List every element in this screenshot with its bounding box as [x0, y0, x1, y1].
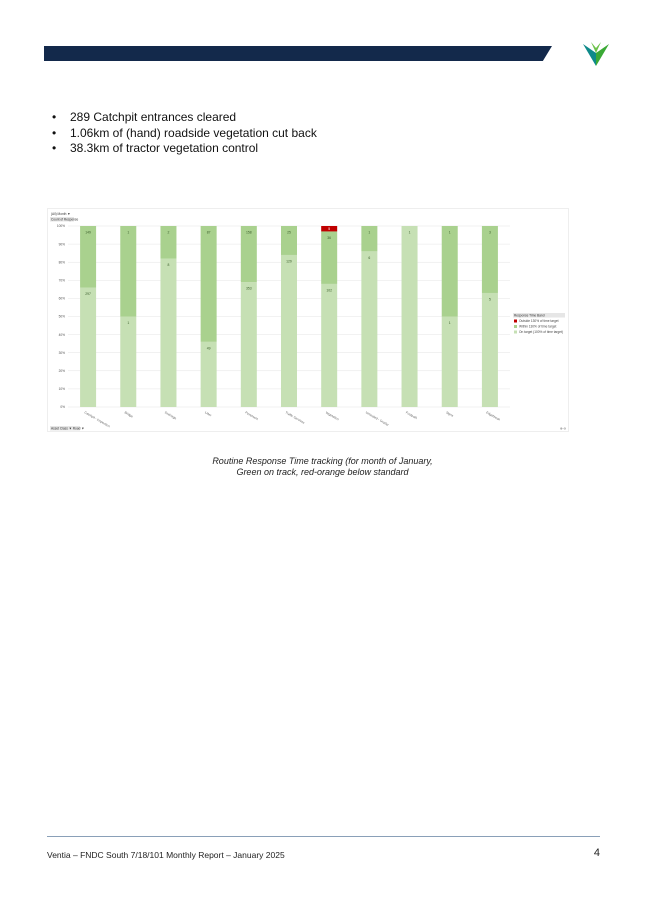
- caption-line: Routine Response Time tracking (for month of January,: [212, 456, 433, 466]
- y-tick-label: 60%: [58, 296, 65, 301]
- bar-segment: [120, 317, 136, 408]
- bar-segment: [442, 226, 458, 317]
- x-tick-label: Drainage: [163, 410, 178, 421]
- bar-segment: [482, 293, 498, 407]
- y-tick-label: 80%: [58, 260, 65, 265]
- data-label: 2: [167, 230, 170, 235]
- legend-label: Outside 130% of time target: [519, 319, 559, 323]
- y-tick-label: 70%: [58, 278, 65, 283]
- footer-divider: [47, 836, 600, 837]
- x-tick-label: Edgebreak: [485, 410, 501, 422]
- data-label: 5: [328, 227, 331, 232]
- bar-segment: [201, 226, 217, 342]
- legend-swatch: [514, 325, 517, 328]
- legend-title: Response Time Band: [514, 313, 545, 318]
- data-label: 1: [448, 321, 451, 325]
- chart-svg: [48, 209, 570, 433]
- bar-segment: [442, 317, 458, 408]
- x-tick-label: Litter: [204, 410, 213, 418]
- bar-segment: [120, 226, 136, 317]
- legend-swatch: [514, 320, 517, 323]
- data-label: 102: [326, 288, 333, 293]
- summary-bullet-list: [52, 110, 317, 157]
- bar-segment: [80, 226, 96, 288]
- data-label: 353: [245, 286, 252, 291]
- legend-swatch: [514, 331, 517, 334]
- ventia-logo-icon: [583, 42, 609, 66]
- data-label: 158: [245, 230, 252, 235]
- y-tick-label: 10%: [58, 387, 65, 392]
- header-bar: [44, 46, 552, 61]
- bar-segment: [482, 226, 498, 293]
- field-label: Count of Response: [51, 217, 79, 222]
- y-tick-label: 20%: [58, 369, 65, 373]
- bullet-item: • 38.3km of tractor vegetation control: [52, 141, 317, 157]
- data-label: 3: [488, 230, 491, 235]
- x-tick-label: Bridge: [123, 410, 134, 419]
- data-label: 1: [448, 230, 451, 235]
- bar-segment: [281, 255, 297, 407]
- bullet-item: • 1.06km of (hand) roadside vegetation cut back: [52, 126, 317, 142]
- y-tick-label: 30%: [58, 350, 65, 355]
- x-tick-label: Pavement: [244, 410, 259, 422]
- x-tick-label: Traffic Services: [284, 410, 306, 425]
- x-tick-label: Vegetation: [324, 410, 340, 422]
- y-tick-label: 90%: [58, 242, 65, 247]
- data-label: 6: [368, 255, 371, 260]
- x-tick-label: Unsealed - Grader: [364, 410, 390, 427]
- data-label: 5: [488, 297, 491, 302]
- bar-segment: [80, 288, 96, 407]
- x-tick-label: Signs: [445, 410, 455, 418]
- legend-label: On target (100% of time target): [519, 330, 563, 334]
- bullet-item: • 289 Catchpit entrances cleared: [52, 110, 317, 126]
- legend-label: Within 130% of time target: [519, 324, 557, 329]
- data-label: 1: [127, 230, 130, 235]
- bar-segment: [321, 284, 337, 407]
- data-label: 1: [127, 321, 130, 325]
- bottom-filter: Asset Class ▼ Road ▼: [51, 426, 85, 431]
- response-time-chart: [47, 208, 569, 432]
- caption-line: Green on track, red-orange below standard: [236, 467, 409, 477]
- data-label: 1: [408, 230, 411, 235]
- y-tick-label: 100%: [56, 224, 65, 229]
- zoom-control-icon: ⊕ ⊖: [560, 426, 567, 431]
- bar-segment: [402, 226, 418, 407]
- data-label: 1: [368, 230, 371, 235]
- chart-caption: [0, 456, 645, 478]
- bar-segment: [361, 251, 377, 407]
- bar-segment: [201, 342, 217, 407]
- page-number: 4: [593, 847, 600, 859]
- footer-text: Ventia – FNDC South 7/18/101 Monthly Report – January 2025: [47, 850, 285, 860]
- data-label: 25: [287, 230, 291, 235]
- data-label: 87: [206, 230, 211, 235]
- x-tick-label: Catchpit - Inspection: [83, 410, 111, 429]
- y-tick-label: 40%: [58, 332, 65, 337]
- data-label: 49: [206, 346, 211, 351]
- y-tick-label: 50%: [58, 314, 65, 319]
- data-label: 8: [167, 263, 170, 268]
- x-tick-label: Footpath: [405, 410, 418, 421]
- bar-segment: [160, 259, 176, 407]
- data-label: 297: [85, 292, 91, 297]
- data-label: 149: [85, 230, 91, 235]
- bar-segment: [241, 282, 257, 407]
- filter-label: (All) Month ▼: [51, 212, 71, 216]
- y-tick-label: 0%: [60, 405, 65, 410]
- data-label: 36: [327, 235, 332, 240]
- data-label: 129: [286, 259, 292, 264]
